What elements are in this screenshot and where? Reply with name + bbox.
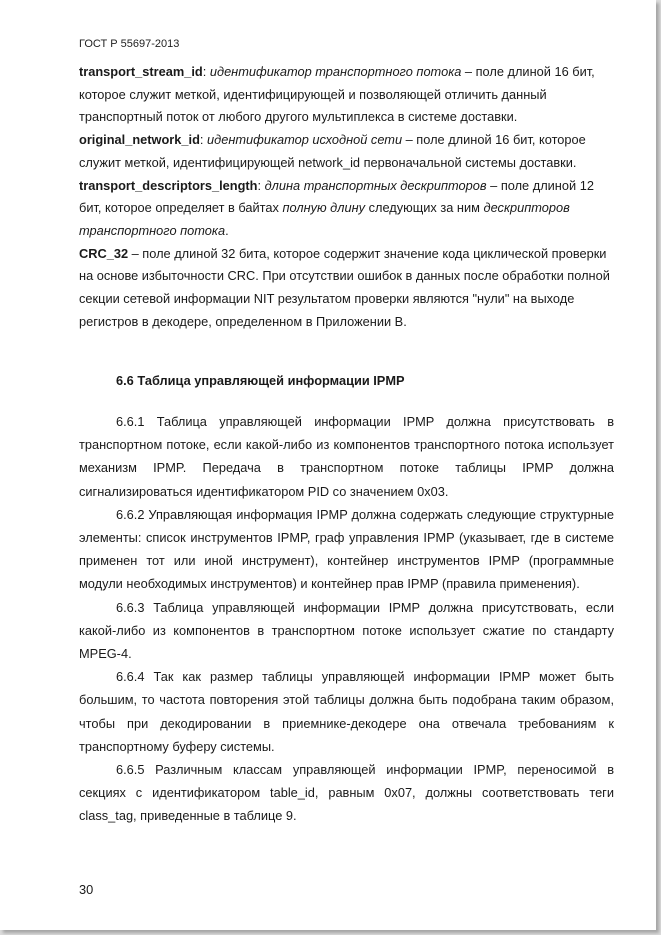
definition-term: CRC_32 xyxy=(79,245,129,261)
definition-transport-stream-id: transport_stream_id: идентификатор транспортного потока – поле длиной 16 бит, которое служит меткой, идентифицирующей и позволяющей отличить данный транспортный поток от любого другого мультиплекса в системе доставки. xyxy=(79,64,595,125)
definition-crc-32 xyxy=(79,243,614,334)
definition-transport-descriptors-length: transport_descriptors_length: длина транспортных дескрипторов – поле длиной 12 бит, которое определяет в байтах полную длину следующих за ним дескрипторов транспортного потока. xyxy=(79,177,594,238)
definition-text: – поле длиной 16 бит, которое служит меткой, идентифицирующей network_id первоначальной системы доставки. xyxy=(79,132,586,170)
definition-text: – поле длиной 16 бит, которое служит меткой, идентифицирующей и позволяющей отличить данный транспортный поток от любого другого мультиплекса в системе доставки. xyxy=(79,64,595,125)
paragraph-6-6-4: 6.6.4 Так как размер таблицы управляющей информации IPMP может быть большим, то частота повторения этой таблицы должна быть подобрана таким образом, чтобы при декодировании в приемнике-декодере она отвечала требованиям к транспортному буферу системы. xyxy=(79,669,614,754)
definition-meaning: идентификатор исходной сети xyxy=(207,132,403,148)
section-body xyxy=(79,410,614,828)
definition-term: transport_stream_id xyxy=(79,64,203,79)
definition-text: – поле длиной 32 бита, которое содержит значение кода циклической проверки на основе избыточности CRC. При отсутствии ошибок в данных после обработки полной секции сетевой информации NIT результатом проверки являются "нули" на выходе регистров в декодере, определенном в Приложении В. xyxy=(79,245,610,329)
paragraph-6-6-2: 6.6.2 Управляющая информация IPMP должна содержать следующие структурные элементы: список инструментов IPMP, граф управления IPMP (указывает, где в системе применен тот или иной инструмент), контейнер инструментов IPMP (программные модули необходимых инструментов) и контейнер прав IPMP (правила применения). xyxy=(79,506,614,592)
paragraph-6-6-1: 6.6.1 Таблица управляющей информации IPMP должна присутствовать в транспортном потоке, если какой-либо из компонентов транспортного потока использует механизм IPMP. Передача в транспортном потоке таблицы IPMP должна сигнализироваться идентификатором PID со значением 0x03. xyxy=(79,414,614,499)
paragraph-6-6-3: 6.6.3 Таблица управляющей информации IPMP должна присутствовать, если какой-либо из компонентов в транспортном потоке использует сжатие по стандарту MPEG-4. xyxy=(79,599,614,662)
definition-meaning: длина транспортных дескрипторов xyxy=(264,177,487,193)
standard-header: ГОСТ Р 55697-2013 xyxy=(79,38,180,50)
paragraph-6-6-5: 6.6.5 Различным классам управляющей информации IPMP, переносимой в секциях с идентификатором table_id, равным 0x07, должны соответствовать теги class_tag, приведенные в таблице 9. xyxy=(79,762,614,824)
definition-term: transport_descriptors_length xyxy=(79,177,258,193)
definition-term: original_network_id xyxy=(79,132,200,148)
definition-original-network-id: original_network_id: идентификатор исходной сети – поле длиной 16 бит, которое служит меткой, идентифицирующей network_id первоначальной системы доставки. xyxy=(79,132,586,170)
section-heading: 6.6 Таблица управляющей информации IPMP xyxy=(116,373,405,388)
page-number: 30 xyxy=(79,882,94,897)
definition-meaning: идентификатор транспортного потока xyxy=(209,64,462,79)
field-definitions xyxy=(79,61,614,333)
